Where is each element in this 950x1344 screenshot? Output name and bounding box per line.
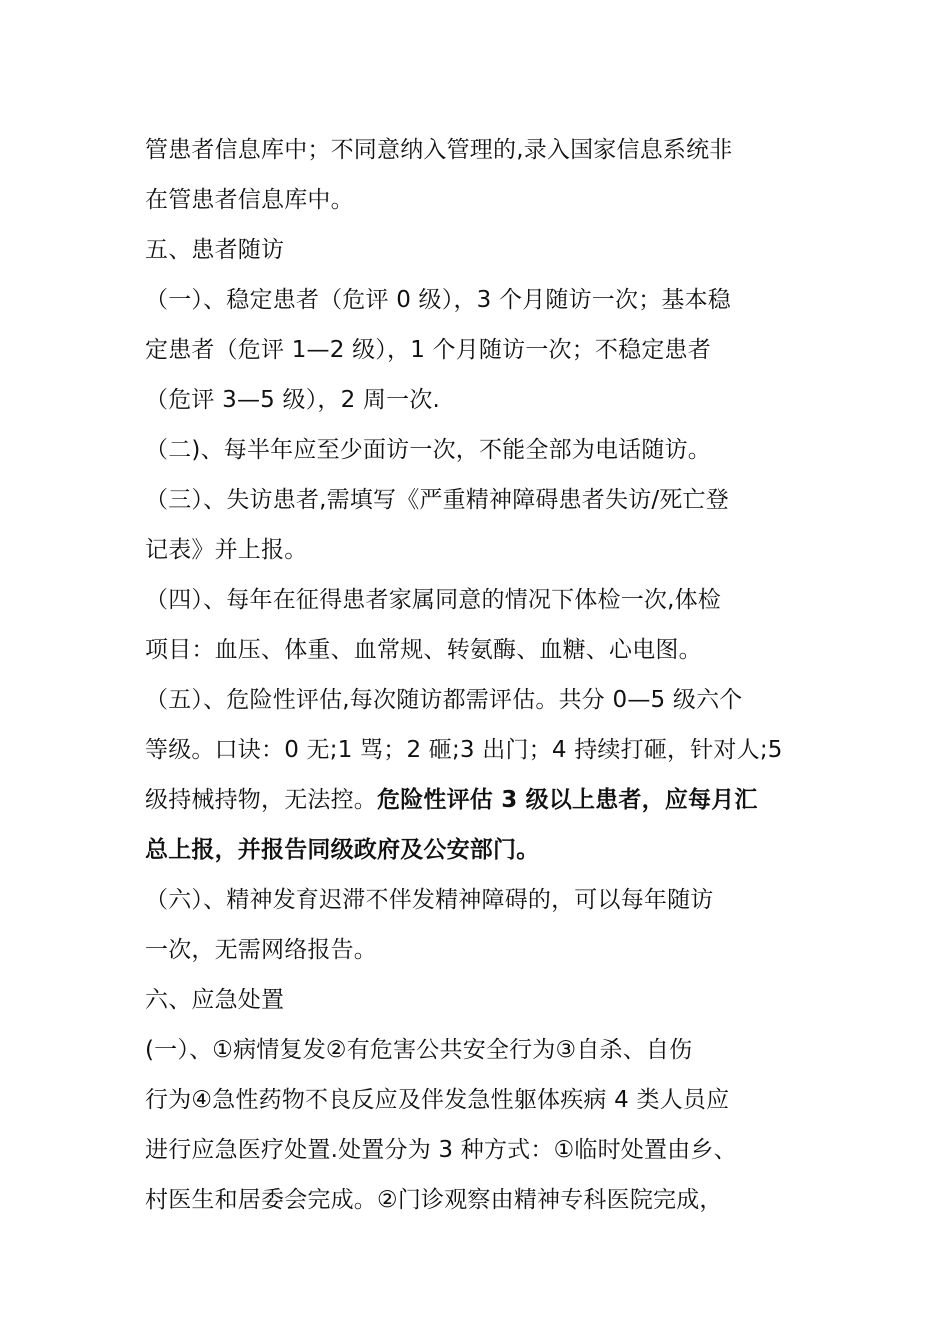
text-line: [145, 625, 810, 675]
text-run: 五、患者随访: [145, 237, 285, 263]
text-line: [145, 1025, 810, 1075]
text-line: [145, 125, 810, 175]
text-line: [145, 875, 810, 925]
text-line: [145, 925, 810, 975]
text-line: [145, 275, 810, 325]
text-run: 一次，无需网络报告。: [145, 937, 377, 963]
text-run: （六）、精神发育迟滞不伴发精神障碍的，可以每年随访: [145, 887, 714, 913]
text-run: （二)、每半年应至少面访一次，不能全部为电话随访。: [145, 437, 711, 463]
text-line: [145, 175, 810, 225]
text-line: [145, 775, 810, 825]
text-line: [145, 425, 810, 475]
text-line: [145, 1075, 810, 1125]
text-run: (一）、①病情复发②有危害公共安全行为③自杀、自伤: [145, 1037, 693, 1063]
text-run: 定患者（危评 1—2 级），1 个月随访一次；不稳定患者: [145, 337, 711, 363]
text-line: [145, 825, 810, 875]
text-run: （五）、危险性评估,每次随访都需评估。共分 0—5 级六个: [145, 687, 743, 713]
bold-text-run: 危险性评估 3 级以上患者，应每月汇: [377, 787, 758, 813]
text-run: （四）、每年在征得患者家属同意的情况下体检一次,体检: [145, 587, 722, 613]
text-run: 行为④急性药物不良反应及伴发急性躯体疾病 4 类人员应: [145, 1087, 730, 1113]
text-line: [145, 475, 810, 525]
text-run: 等级。口诀：0 无;1 骂；2 砸;3 出门；4 持续打砸，针对人;5: [145, 737, 783, 763]
text-line: [145, 225, 810, 275]
text-line: [145, 675, 810, 725]
text-run: 级持械持物，无法控。: [145, 787, 377, 813]
text-run: （三）、失访患者,需填写《严重精神障碍患者失访/死亡登: [145, 487, 729, 513]
text-line: [145, 1125, 810, 1175]
text-line: [145, 525, 810, 575]
text-run: 进行应急医疗处置.处置分为 3 种方式：①临时处置由乡、: [145, 1137, 737, 1163]
text-line: [145, 725, 810, 775]
text-run: （危评 3—5 级），2 周一次.: [145, 387, 441, 413]
text-line: [145, 1175, 810, 1225]
text-line: [145, 325, 810, 375]
text-run: 项目：血压、体重、血常规、转氨酶、血糖、心电图。: [145, 637, 702, 663]
text-line: [145, 375, 810, 425]
text-run: 记表》并上报。: [145, 537, 308, 563]
text-line: [145, 575, 810, 625]
text-line: [145, 975, 810, 1025]
text-run: 村医生和居委会完成。②门诊观察由精神专科医院完成，: [145, 1187, 723, 1213]
bold-text-run: 总上报，并报告同级政府及公安部门。: [145, 837, 540, 863]
document-body: [145, 125, 810, 1225]
text-run: （一）、稳定患者（危评 0 级），3 个月随访一次；基本稳: [145, 287, 731, 313]
text-run: 在管患者信息库中。: [145, 187, 354, 213]
text-run: 管患者信息库中；不同意纳入管理的,录入国家信息系统非: [145, 137, 733, 163]
text-run: 六、应急处置: [145, 987, 285, 1013]
